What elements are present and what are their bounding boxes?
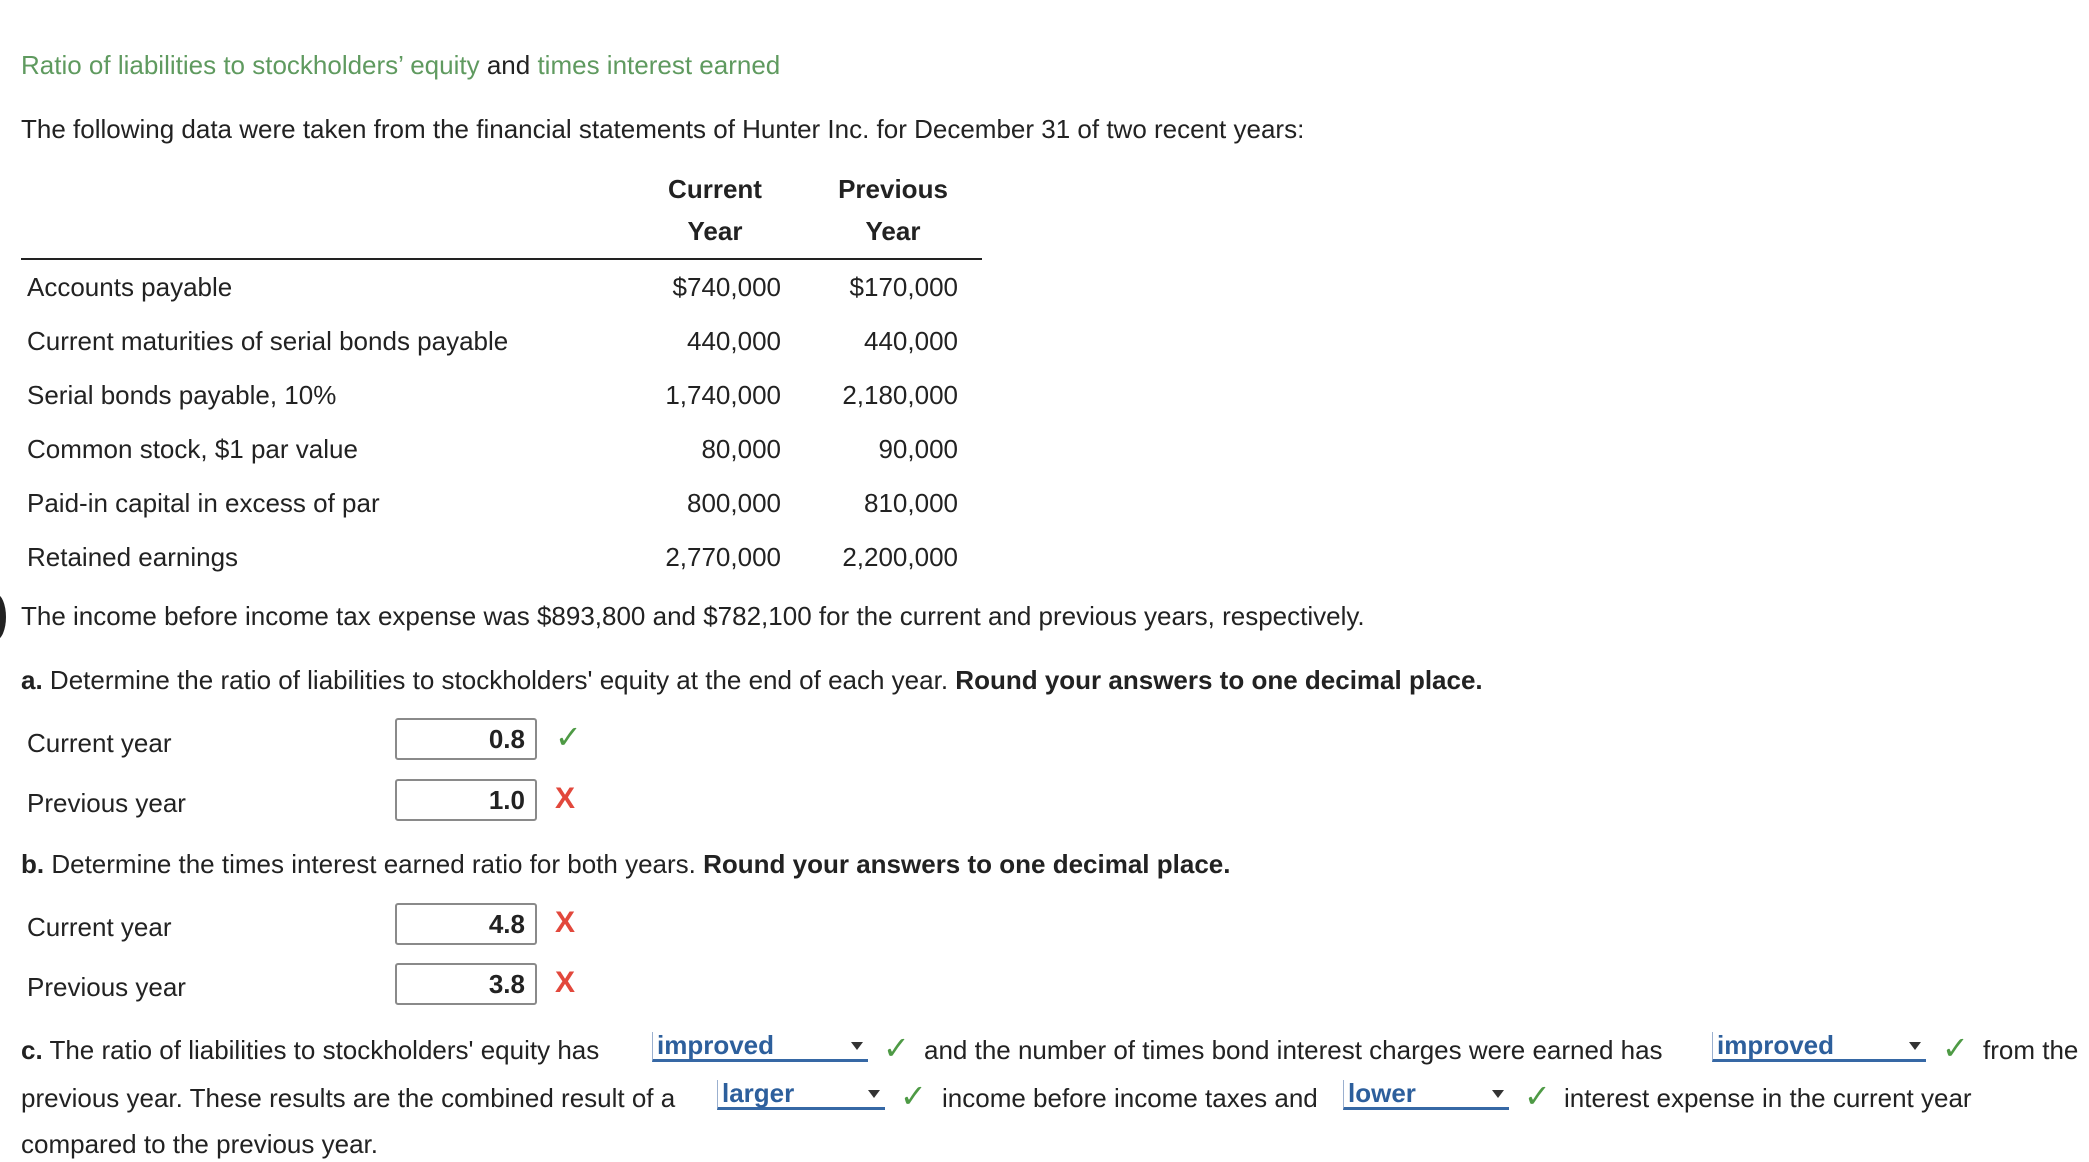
part-a-text: Determine the ratio of liabilities to stockholders' equity at the end of each year. xyxy=(49,665,949,695)
part-c-select-income[interactable] xyxy=(717,1080,885,1110)
chevron-down-icon xyxy=(851,1042,863,1050)
chevron-down-icon xyxy=(1492,1090,1504,1098)
row-label: Current maturities of serial bonds payable xyxy=(27,326,509,356)
part-c-text4: previous year. These results are the combined result of a xyxy=(21,1083,676,1113)
check-icon: ✓ xyxy=(1942,1030,1969,1066)
part-c-text6: interest expense in the current year xyxy=(1564,1083,1972,1113)
part-a-previous-label: Previous year xyxy=(27,788,186,818)
part-a-round-note: Round your answers to one decimal place. xyxy=(955,665,1483,695)
row-previous: 440,000 xyxy=(864,326,958,356)
select-value: lower xyxy=(1348,1078,1416,1108)
row-previous: 90,000 xyxy=(878,434,958,464)
col-header-current xyxy=(635,168,795,252)
part-b-current-input[interactable]: 4.8 xyxy=(395,903,537,945)
row-label: Common stock, $1 par value xyxy=(27,434,358,464)
part-b-text: Determine the times interest earned ratio for both years. xyxy=(51,849,696,879)
part-c-text5: income before income taxes and xyxy=(942,1083,1318,1113)
part-a-instructions xyxy=(21,665,1483,696)
row-label: Serial bonds payable, 10% xyxy=(27,380,337,410)
title-link-ratio[interactable]: Ratio of liabilities to stockholders’ equity xyxy=(21,50,480,80)
part-c-select-interest-expense[interactable] xyxy=(1343,1080,1509,1110)
part-a-current-input[interactable]: 0.8 xyxy=(395,718,537,760)
title-link-times-interest[interactable]: times interest earned xyxy=(537,50,781,80)
row-current: 440,000 xyxy=(687,326,781,356)
col-current-line2: Year xyxy=(687,216,743,246)
select-value: larger xyxy=(722,1078,795,1108)
row-previous: 2,200,000 xyxy=(842,542,958,572)
part-a-letter: a. xyxy=(21,665,43,695)
part-b-previous-label: Previous year xyxy=(27,972,186,1002)
col-current-line1: Current xyxy=(668,174,762,204)
part-c-select-interest-earned[interactable] xyxy=(1712,1032,1926,1062)
income-note: The income before income tax expense was $893,800 and $782,100 for the current and previous years, respectively. xyxy=(21,601,1365,631)
row-label: Retained earnings xyxy=(27,542,239,572)
row-previous: 2,180,000 xyxy=(842,380,958,410)
table-header-rule xyxy=(21,258,982,260)
part-b-previous-input[interactable]: 3.8 xyxy=(395,963,537,1005)
select-value: improved xyxy=(1717,1030,1835,1060)
select-value: improved xyxy=(657,1030,775,1060)
col-header-previous xyxy=(813,168,973,252)
check-icon: ✓ xyxy=(555,719,582,755)
row-current: $740,000 xyxy=(672,272,781,302)
part-b-letter: b. xyxy=(21,849,45,879)
check-icon: ✓ xyxy=(900,1078,927,1114)
part-c-text7: compared to the previous year. xyxy=(21,1129,378,1159)
row-label: Paid-in capital in excess of par xyxy=(27,488,380,518)
row-previous: $170,000 xyxy=(849,272,958,302)
part-c-letter: c. xyxy=(21,1035,43,1065)
part-c-text1: The ratio of liabilities to stockholders' equity has xyxy=(49,1035,600,1065)
part-a-current-label: Current year xyxy=(27,728,172,758)
col-previous-line2: Year xyxy=(865,216,921,246)
title-and: and xyxy=(486,50,531,80)
row-current: 2,770,000 xyxy=(665,542,781,572)
cross-icon: X xyxy=(555,906,576,939)
check-icon: ✓ xyxy=(883,1030,910,1066)
check-icon: ✓ xyxy=(1524,1078,1551,1114)
edge-marker xyxy=(0,594,6,640)
chevron-down-icon xyxy=(868,1090,880,1098)
part-b-instructions xyxy=(21,849,1230,880)
row-current: 80,000 xyxy=(701,434,781,464)
page-title xyxy=(21,50,780,81)
row-label: Accounts payable xyxy=(27,272,233,302)
part-c-text3: from the xyxy=(1983,1035,2079,1065)
cross-icon: X xyxy=(555,782,576,815)
col-previous-line1: Previous xyxy=(838,174,948,204)
row-current: 1,740,000 xyxy=(665,380,781,410)
part-b-current-label: Current year xyxy=(27,912,172,942)
chevron-down-icon xyxy=(1909,1042,1921,1050)
part-c-line1 xyxy=(21,1035,599,1066)
part-a-previous-input[interactable]: 1.0 xyxy=(395,779,537,821)
part-b-round-note: Round your answers to one decimal place. xyxy=(703,849,1231,879)
intro-text: The following data were taken from the financial statements of Hunter Inc. for December 31 of two recent years: xyxy=(21,114,1305,144)
part-c-text2: and the number of times bond interest charges were earned has xyxy=(924,1035,1663,1065)
row-current: 800,000 xyxy=(687,488,781,518)
part-c-select-equity-ratio[interactable] xyxy=(652,1032,868,1062)
cross-icon: X xyxy=(555,966,576,999)
row-previous: 810,000 xyxy=(864,488,958,518)
